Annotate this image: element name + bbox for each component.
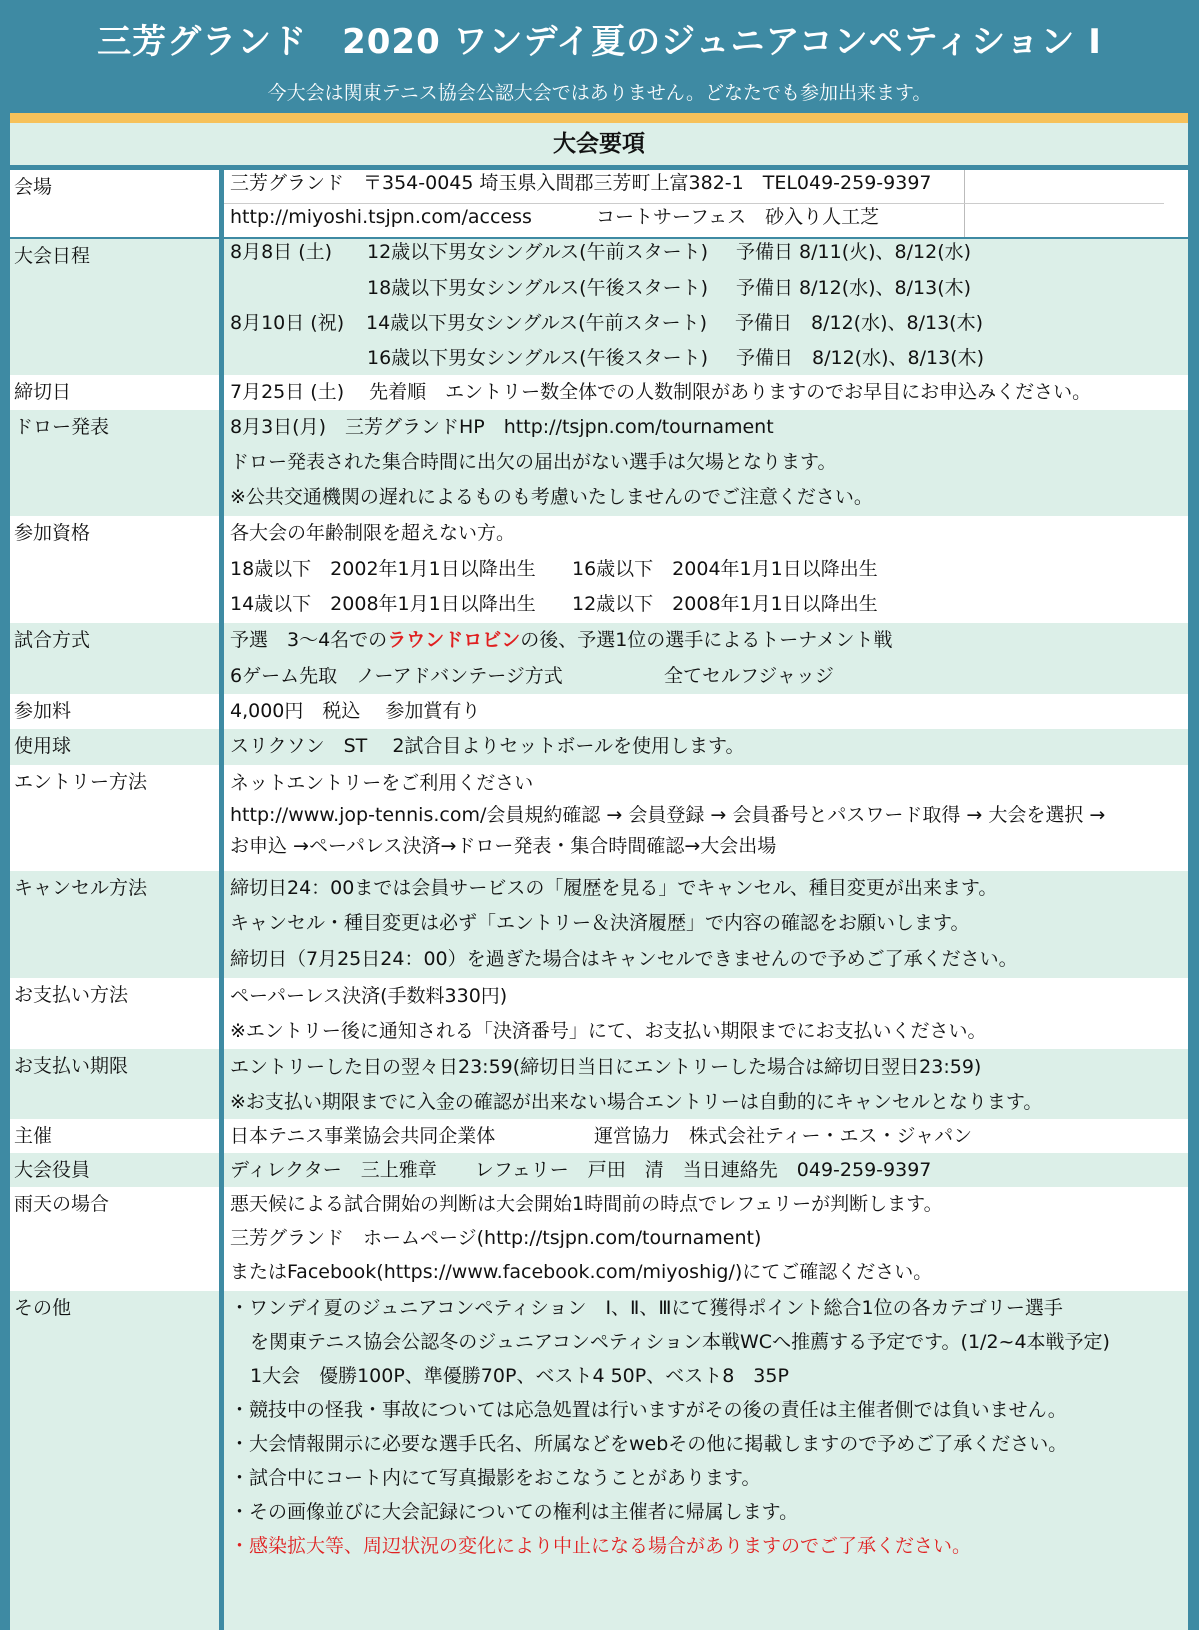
cancel-text: 締切日（7月25日24：00）を過ぎた場合はキャンセルできませんので予めご了承ください。 xyxy=(230,948,1018,970)
other-note: ・大会情報開示に必要な選手氏名、所属などをwebその他に掲載しますので予めご了承ください。 xyxy=(230,1433,1068,1455)
row-value xyxy=(224,1187,1188,1291)
accent-bar xyxy=(10,113,1188,123)
header xyxy=(0,0,1199,112)
schedule-event: 14歳以下男女シングルス(午前スタート) xyxy=(366,312,708,334)
row-label: お支払い方法 xyxy=(10,978,219,1049)
venue-surface: コートサーフェス 砂入り人工芝 xyxy=(596,206,880,228)
page-subtitle: 今大会は関東テニス協会公認大会ではありません。どなたでも参加出来ます。 xyxy=(267,82,932,104)
other-note: ・ワンデイ夏のジュニアコンペティション Ⅰ、Ⅱ、Ⅲにて獲得ポイント総合1位の各カテゴリー選手 xyxy=(230,1297,1063,1319)
format-rule: 6ゲーム先取 ノーアドバンテージ方式 xyxy=(230,665,563,687)
row-label: ドロー発表 xyxy=(10,410,219,516)
row-value xyxy=(224,170,1188,237)
venue-url[interactable]: http://miyoshi.tsjpn.com/access xyxy=(230,206,532,228)
row-label: 参加資格 xyxy=(10,516,219,623)
eligibility-age: 14歳以下 2008年1月1日以降出生 xyxy=(230,593,536,615)
payment-text: ※エントリー後に通知される「決済番号」にて、お支払い期限までにお支払いください。 xyxy=(230,1020,987,1042)
row-label: 締切日 xyxy=(10,375,219,410)
schedule-reserve: 予備日 8/12(水)、8/13(木) xyxy=(735,312,983,334)
schedule-reserve: 予備日 8/11(火)、8/12(水) xyxy=(736,241,972,263)
fee-text: 4,000円 税込 参加賞有り xyxy=(230,700,481,722)
row-deadline xyxy=(10,375,1188,410)
other-note: 1大会 優勝100P、準優勝70P、ベスト4 50P、ベスト8 35P xyxy=(250,1365,789,1387)
row-label: 会場 xyxy=(10,170,219,237)
row-value xyxy=(224,1291,1188,1630)
page-title: 三芳グランド 2020 ワンデイ夏のジュニアコンペティション Ⅰ xyxy=(97,22,1102,62)
officials-text: ディレクター 三上雅章 レフェリー 戸田 清 当日連絡先 049-259-9397 xyxy=(230,1159,932,1181)
schedule-event: 12歳以下男女シングルス(午前スタート) xyxy=(367,241,709,263)
other-note: を関東テニス協会公認冬のジュニアコンペティション本戦WCへ推薦する予定です。(1/2~4本戦予定) xyxy=(250,1331,1110,1353)
row-officials xyxy=(10,1153,1188,1187)
entry-text: ネットエントリーをご利用ください xyxy=(230,772,534,794)
entry-link[interactable]: http://www.jop-tennis.com/会員規約確認 → 会員登録 → 会員番号とパスワード取得 → 大会を選択 → xyxy=(230,804,1106,826)
row-label: エントリー方法 xyxy=(10,765,219,871)
round-robin-highlight: ラウンドロビン xyxy=(387,629,521,651)
row-other xyxy=(10,1291,1188,1630)
row-draw xyxy=(10,410,1188,516)
row-value xyxy=(224,1119,1188,1153)
row-host xyxy=(10,1119,1188,1153)
payment-text: ペーパーレス決済(手数料330円) xyxy=(230,985,508,1007)
row-label: 参加料 xyxy=(10,694,219,729)
row-rain xyxy=(10,1187,1188,1291)
deadline-text: 7月25日 (土) 先着順 エントリー数全体での人数制限がありますのでお早目にお申込みください。 xyxy=(230,381,1092,403)
rain-homepage: 三芳グランド ホームページ(http://tsjpn.com/tournament) xyxy=(230,1227,762,1249)
row-format xyxy=(10,623,1188,694)
row-value xyxy=(224,871,1188,978)
row-label: キャンセル方法 xyxy=(10,871,219,978)
pay-deadline-text: エントリーした日の翌々日23:59(締切日当日にエントリーした場合は締切日翌日23:59) xyxy=(230,1056,982,1078)
draw-note: ※公共交通機関の遅れによるものも考慮いたしませんのでご注意ください。 xyxy=(230,486,873,508)
row-venue xyxy=(10,170,1188,237)
schedule-event: 18歳以下男女シングルス(午後スタート) xyxy=(367,277,709,299)
row-value xyxy=(224,1049,1188,1119)
schedule-date-2: 8月10日 (祝) xyxy=(230,312,345,334)
row-value xyxy=(224,1153,1188,1187)
other-note: ・試合中にコート内にて写真撮影をおこなうことがあります。 xyxy=(230,1467,761,1489)
other-warning: ・感染拡大等、周辺状況の変化により中止になる場合がありますのでご了承ください。 xyxy=(230,1535,972,1557)
schedule-reserve: 予備日 8/12(水)、8/13(木) xyxy=(736,347,984,369)
row-value xyxy=(224,729,1188,765)
rain-text: 悪天候による試合開始の判断は大会開始1時間前の時点でレフェリーが判断します。 xyxy=(230,1193,943,1215)
draw-note: ドロー発表された集合時間に出欠の届出がない選手は欠場となります。 xyxy=(230,451,837,473)
pay-deadline-text: ※お支払い期限までに入金の確認が出来ない場合エントリーは自動的にキャンセルとなります。 xyxy=(230,1091,1043,1113)
row-ball xyxy=(10,729,1188,765)
row-label: 大会日程 xyxy=(10,239,219,375)
row-pay-deadline xyxy=(10,1049,1188,1119)
cell-divider xyxy=(224,203,1164,204)
eligibility-age: 16歳以下 2004年1月1日以降出生 xyxy=(572,558,878,580)
row-value xyxy=(224,623,1188,694)
schedule-reserve: 予備日 8/12(水)、8/13(木) xyxy=(736,277,972,299)
venue-address: 三芳グランド 〒354-0045 埼玉県入間郡三芳町上富382-1 TEL049-259-9397 xyxy=(230,172,932,194)
row-label: お支払い期限 xyxy=(10,1049,219,1119)
row-schedule xyxy=(10,239,1188,375)
eligibility-age: 12歳以下 2008年1月1日以降出生 xyxy=(572,593,878,615)
ball-text: スリクソン ST 2試合目よりセットボールを使用します。 xyxy=(230,735,745,757)
row-entry xyxy=(10,765,1188,871)
eligibility-text: 各大会の年齢制限を超えない方。 xyxy=(230,522,516,544)
row-cancel xyxy=(10,871,1188,978)
row-value xyxy=(224,978,1188,1049)
row-payment xyxy=(10,978,1188,1049)
row-fee xyxy=(10,694,1188,729)
cooperation-text: 運営協力 株式会社ティー・エス・ジャパン xyxy=(594,1125,973,1147)
row-value xyxy=(224,375,1188,410)
row-value xyxy=(224,516,1188,623)
cancel-text: 締切日24：00までは会員サービスの「履歴を見る」でキャンセル、種目変更が出来ます。 xyxy=(230,877,998,899)
other-note: ・その画像並びに大会記録についての権利は主催者に帰属します。 xyxy=(230,1501,799,1523)
other-note: ・競技中の怪我・事故については応急処置は行いますがその後の責任は主催者側では負いません。 xyxy=(230,1399,1067,1421)
section-title: 大会要項 xyxy=(10,123,1188,166)
row-label: 大会役員 xyxy=(10,1153,219,1187)
row-value xyxy=(224,765,1188,871)
row-label: 使用球 xyxy=(10,729,219,765)
row-eligibility xyxy=(10,516,1188,623)
row-value xyxy=(224,410,1188,516)
cancel-text: キャンセル・種目変更は必ず「エントリー＆決済履歴」で内容の確認をお願いします。 xyxy=(230,912,970,934)
row-label: 主催 xyxy=(10,1119,219,1153)
format-line-1: 予選 3～4名でのラウンドロビンの後、予選1位の選手によるトーナメント戦 xyxy=(230,629,893,651)
row-label: 雨天の場合 xyxy=(10,1187,219,1291)
row-value xyxy=(224,239,1188,375)
row-value xyxy=(224,694,1188,729)
row-label: その他 xyxy=(10,1291,219,1630)
format-judge: 全てセルフジャッジ xyxy=(664,665,834,687)
row-label: 試合方式 xyxy=(10,623,219,694)
eligibility-age: 18歳以下 2002年1月1日以降出生 xyxy=(230,558,536,580)
host-text: 日本テニス事業協会共同企業体 xyxy=(230,1125,496,1147)
draw-date: 8月3日(月) 三芳グランドHP http://tsjpn.com/tournament xyxy=(230,416,774,438)
entry-steps: お申込 →ペーパレス決済→ドロー発表・集合時間確認→大会出場 xyxy=(230,835,777,857)
schedule-date-1: 8月8日 (土) xyxy=(230,241,333,263)
schedule-event: 16歳以下男女シングルス(午後スタート) xyxy=(367,347,709,369)
rain-facebook: またはFacebook(https://www.facebook.com/miyoshig/)にてご確認ください。 xyxy=(230,1261,933,1283)
